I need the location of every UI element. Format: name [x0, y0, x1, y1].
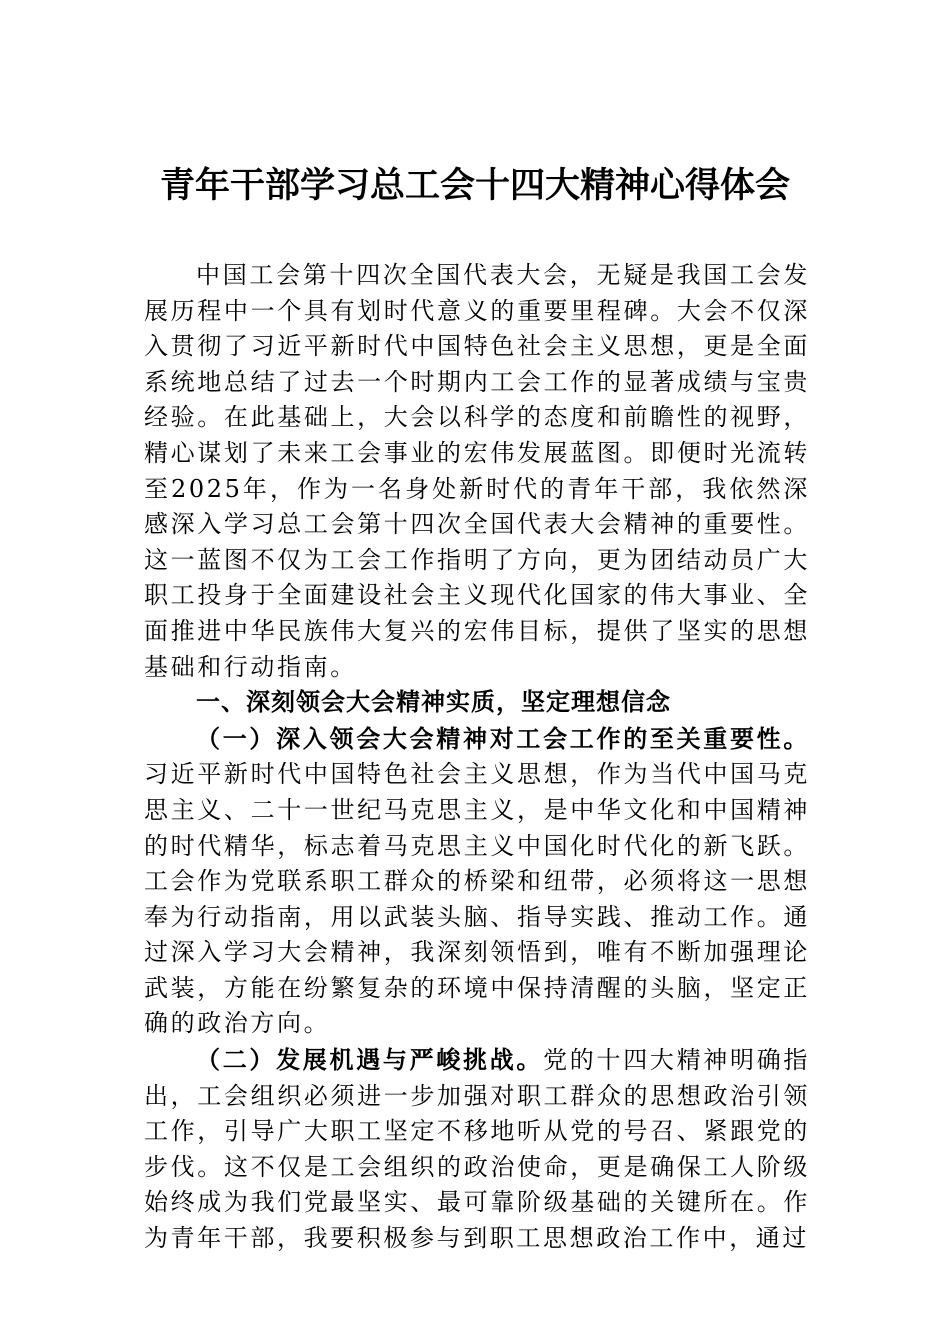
subsection-body-1: 习近平新时代中国特色社会主义思想，作为当代中国马克思主义、二十一世纪马克思主义，是中华文化和中国精神的时代精华，标志着马克思主义中国化时代化的新飞跃。工会作为党联系职工群众的桥梁和纽带，必须将这一思想奉为行动指南，用以武装头脑、指导实践、推动工作。通过深入学习大会精神，我深刻领悟到，唯有不断加强理论武装，方能在纷繁复杂的环境中保持清醒的头脑，坚定正确的政治方向。	[144, 760, 810, 1038]
subsection-title-2: （二）发展机遇与严峻挑战。	[196, 1045, 544, 1075]
subsection-title-1: （一）深入领会大会精神对工会工作的至关重要性。	[196, 723, 810, 753]
section-heading-1: 一、深刻领会大会精神实质，坚定理想信念	[196, 688, 671, 717]
document-body	[144, 258, 810, 1257]
document-title: 青年干部学习总工会十四大精神心得体会	[159, 165, 790, 206]
intro-paragraph: 中国工会第十四次全国代表大会，无疑是我国工会发展历程中一个具有划时代意义的重要里程碑。大会不仅深入贯彻了习近平新时代中国特色社会主义思想，更是全面系统地总结了过去一个时期内工会工作的显著成绩与宝贵经验。在此基础上，大会以科学的态度和前瞻性的视野，精心谋划了未来工会事业的宏伟发展蓝图。即便时光流转至2025年，作为一名身处新时代的青年干部，我依然深感深入学习总工会第十四次全国代表大会精神的重要性。这一蓝图不仅为工会工作指明了方向，更为团结动员广大职工投身于全面建设社会主义现代化国家的伟大事业、全面推进中华民族伟大复兴的宏伟目标，提供了坚实的思想基础和行动指南。	[144, 261, 810, 681]
subsection-paragraph-1	[144, 721, 810, 1042]
subsection-body-2: 党的十四大精神明确指出，工会组织必须进一步加强对职工群众的思想政治引领工作，引导广大职工坚定不移地听从党的号召、紧跟党的步伐。这不仅是工会组织的政治使命，更是确保工人阶级始终成为我们党最坚实、最可靠阶级基础的关键所在。作为青年干部，我要积极参与到职工思想政治工作中，通过	[144, 1046, 810, 1253]
subsection-paragraph-2	[144, 1042, 810, 1257]
